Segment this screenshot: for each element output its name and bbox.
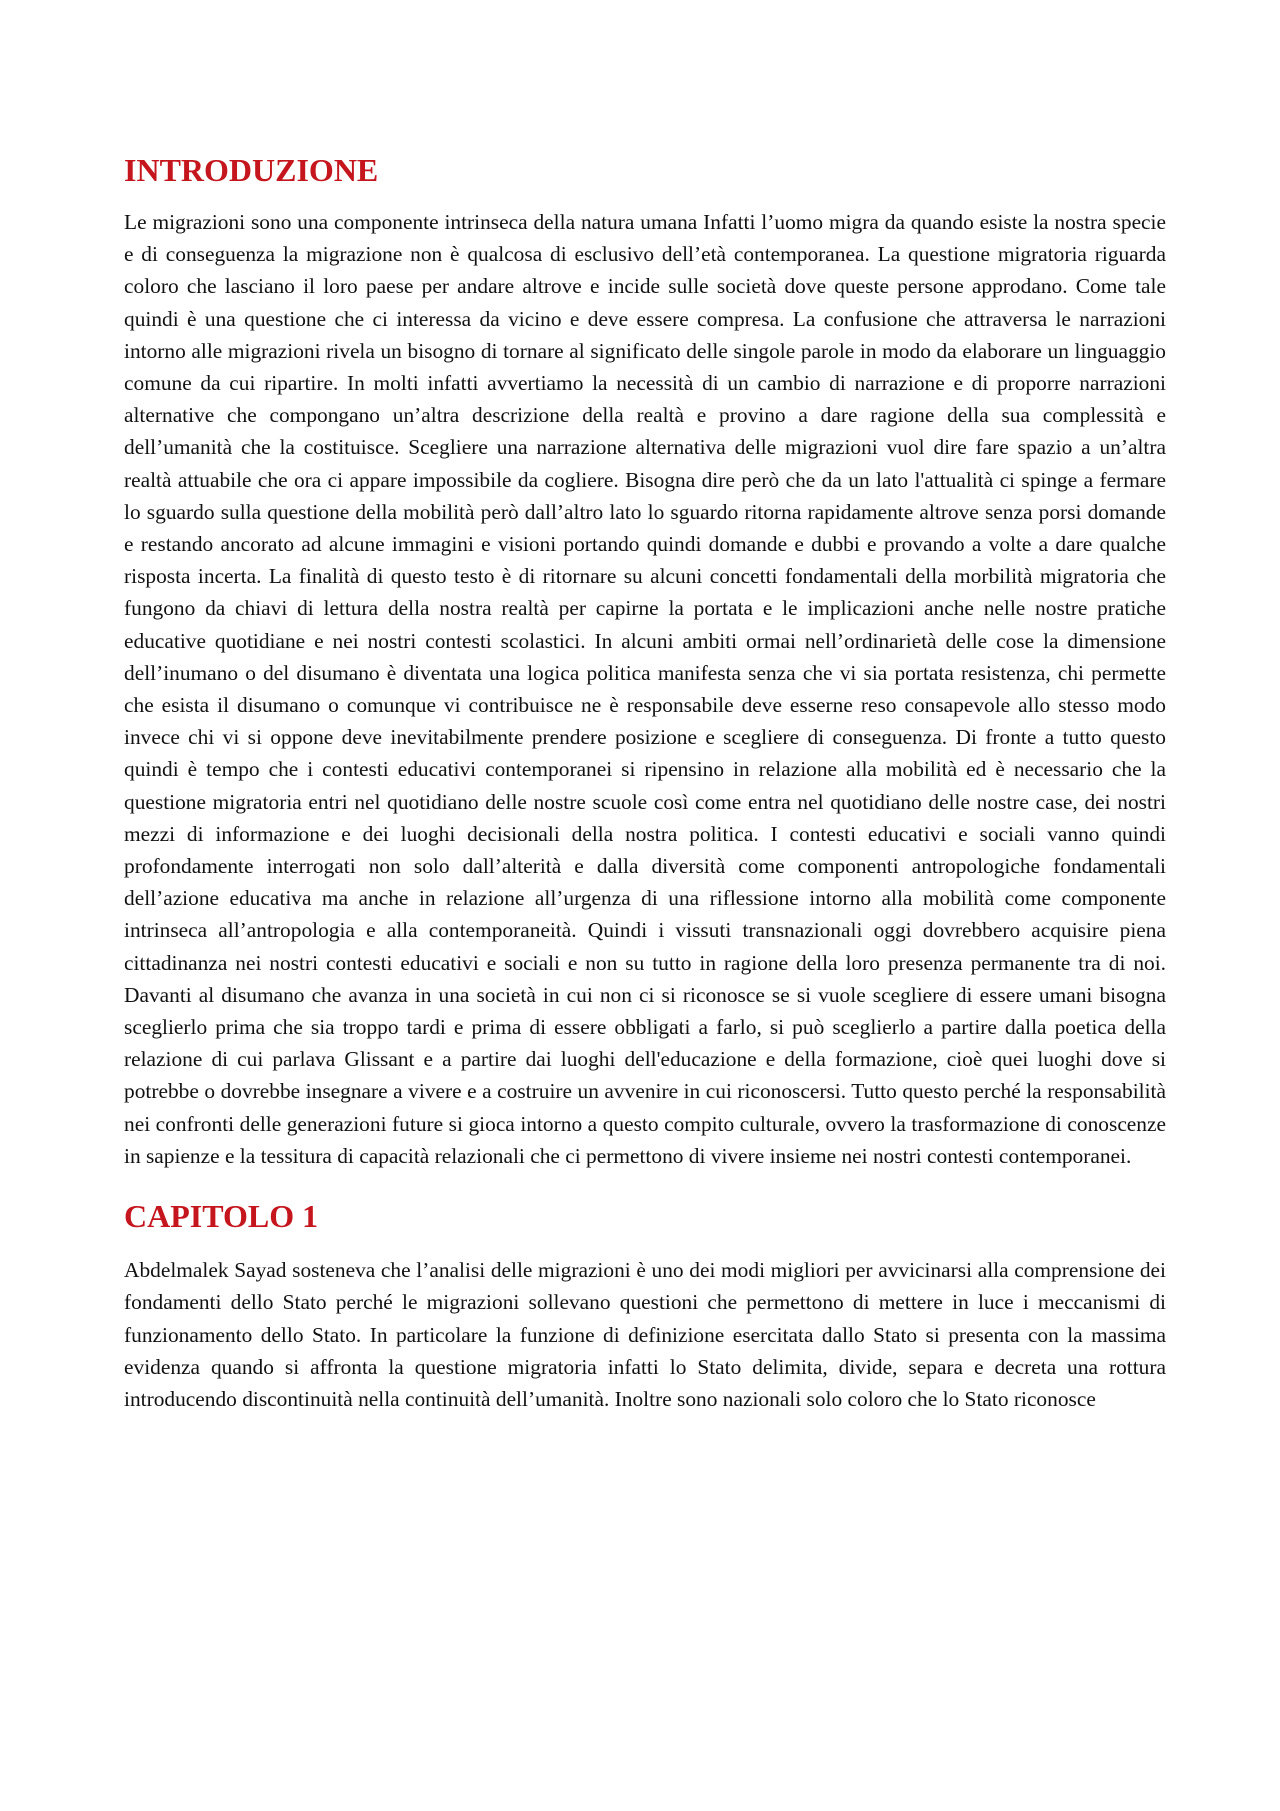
section-heading-capitolo-1: CAPITOLO 1 (124, 1198, 319, 1235)
capitolo-1-paragraph: Abdelmalek Sayad sosteneva che l’analisi delle migrazioni è uno dei modi migliori per avvicinarsi alla comprensione dei fondamenti dello Stato perché le migrazioni sollevano questioni che permettono di mettere in luce i meccanismi di funzionamento dello Stato. In particolare la funzione di definizione esercitata dallo Stato si presenta con la massima evidenza quando si affronta la questione migratoria infatti lo Stato delimita, divide, separa e decreta una rottura introducendo discontinuità nella continuità dell’umanità. Inoltre sono nazionali solo coloro che lo Stato riconosce (124, 1258, 1166, 1411)
section-heading-introduzione: INTRODUZIONE (124, 152, 379, 188)
introduzione-paragraph: Le migrazioni sono una componente intrinseca della natura umana Infatti l’uomo migra da quando esiste la nostra specie e di conseguenza la migrazione non è qualcosa di esclusivo dell’età contemporanea. La questione migratoria riguarda coloro che lasciano il loro paese per andare altrove e incide sulle società dove queste persone approdano. Come tale quindi è una questione che ci interessa da vicino e deve essere compresa. La confusione che attraversa le narrazioni intorno alle migrazioni rivela un bisogno di tornare al significato delle singole parole in modo da elaborare un linguaggio comune da cui ripartire. In molti infatti avvertiamo la necessità di un cambio di narrazione e di proporre narrazioni alternative che compongano un’altra descrizione della realtà e provino a dare ragione della sua complessità e dell’umanità che la costituisce. Scegliere una narrazione alternativa delle migrazioni vuol dire fare spazio a un’altra realtà attuabile che ora ci appare impossibile da cogliere. Bisogna dire però che da un lato l'attualità ci spinge a fermare lo sguardo sulla questione della mobilità però dall’altro lato lo sguardo ritorna rapidamente altrove senza porsi domande e restando ancorato ad alcune immagini e visioni portando quindi domande e dubbi e provando a volte a dare qualche risposta incerta. La finalità di questo testo è di ritornare su alcuni concetti fondamentali della morbilità migratoria che fungono da chiavi di lettura della nostra realtà per capirne la portata e le implicazioni anche nelle nostre pratiche educative quotidiane e nei nostri contesti scolastici. In alcuni ambiti ormai nell’ordinarietà delle cose la dimensione dell’inumano o del disumano è diventata una logica politica manifesta senza che vi sia portata resistenza, chi permette che esista il disumano o comunque vi contribuisce ne è responsabile deve esserne reso consapevole allo stesso modo invece chi vi si oppone deve inevitabilmente prendere posizione e scegliere di conseguenza. Di fronte a tutto questo quindi è tempo che i contesti educativi contemporanei si ripensino in relazione alla mobilità ed è necessario che la questione migratoria entri nel quotidiano delle nostre scuole così come entra nel quotidiano delle nostre case, dei nostri mezzi di informazione e dei luoghi decisionali della nostra politica. I contesti educativi e sociali vanno quindi profondamente interrogati non solo dall’alterità e dalla diversità come componenti antropologiche fondamentali dell’azione educativa ma anche in relazione all’urgenza di una riflessione intorno alla mobilità come componente intrinseca all’antropologia e alla contemporaneità. Quindi i vissuti transnazionali oggi dovrebbero acquisire piena cittadinanza nei nostri contesti educativi e sociali e non su tutto in ragione della loro presenza permanente tra di noi. Davanti al disumano che avanza in una società in cui non ci si riconosce se si vuole scegliere di essere umani bisogna sceglierlo prima che sia troppo tardi e prima di essere obbligati a farlo, si può sceglierlo a partire dalla poetica della relazione di cui parlava Glissant e a partire dai luoghi dell'educazione e della formazione, cioè quei luoghi dove si potrebbe o dovrebbe insegnare a vivere e a costruire un avvenire in cui riconoscersi. Tutto questo perché la responsabilità nei confronti delle generazioni future si gioca intorno a questo compito culturale, ovvero la trasformazione di conoscenze in sapienze e la tessitura di capacità relazionali che ci permettono di vivere insieme nei nostri contesti contemporanei. (124, 210, 1166, 1168)
document-page (124, 150, 1166, 1415)
